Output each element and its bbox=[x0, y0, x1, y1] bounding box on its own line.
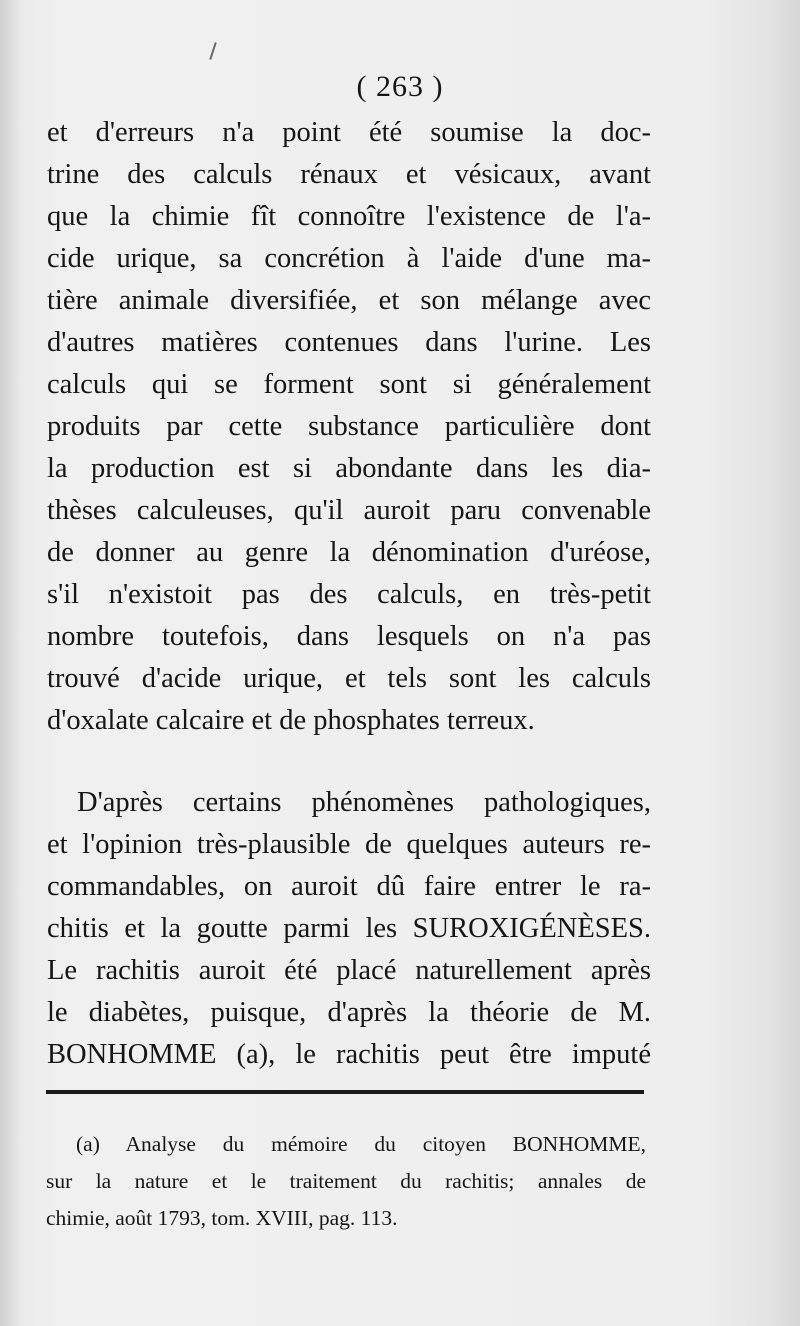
text-line: cide urique, sa concrétion à l'aide d'une ma- bbox=[47, 243, 651, 274]
text-line: d'oxalate calcaire et de phosphates terreux. bbox=[47, 705, 535, 736]
text-line: et d'erreurs n'a point été soumise la doc- bbox=[47, 117, 651, 148]
text-line: trine des calculs rénaux et vésicaux, avant bbox=[47, 159, 651, 190]
main-text bbox=[47, 112, 651, 1076]
footnote-line: sur la nature et le traitement du rachitis; annales de bbox=[46, 1169, 646, 1193]
text-line: D'après certains phénomènes pathologiques, bbox=[77, 787, 651, 818]
footnote-line: chimie, août 1793, tom. XVIII, pag. 113. bbox=[46, 1206, 398, 1230]
text-line: BONHOMME (a), le rachitis peut être imputé bbox=[47, 1039, 651, 1070]
text-line: commandables, on auroit dû faire entrer le ra- bbox=[47, 871, 651, 902]
text-line: s'il n'existoit pas des calculs, en très-petit bbox=[47, 579, 651, 610]
text-line: tière animale diversifiée, et son mélange avec bbox=[47, 285, 651, 316]
footnote-rule bbox=[46, 1090, 644, 1094]
text-line: thèses calculeuses, qu'il auroit paru convenable bbox=[47, 495, 651, 526]
text-line: de donner au genre la dénomination d'uréose, bbox=[47, 537, 651, 568]
text-line: le diabètes, puisque, d'après la théorie de M. bbox=[47, 997, 651, 1028]
page-number: ( 263 ) bbox=[356, 70, 444, 103]
footnote-line: (a) Analyse du mémoire du citoyen BONHOMME, bbox=[76, 1132, 646, 1156]
text-line: produits par cette substance particulière dont bbox=[47, 411, 651, 442]
text-line: Le rachitis auroit été placé naturellement après bbox=[47, 955, 651, 986]
footnote bbox=[46, 1126, 646, 1237]
text-line: nombre toutefois, dans lesquels on n'a pas bbox=[47, 621, 651, 652]
text-line: trouvé d'acide urique, et tels sont les calculs bbox=[47, 663, 651, 694]
text-line: la production est si abondante dans les dia- bbox=[47, 453, 651, 484]
stray-ink-mark bbox=[209, 42, 216, 60]
text-line: que la chimie fît connoître l'existence de l'a- bbox=[47, 201, 651, 232]
text-line: calculs qui se forment sont si généralement bbox=[47, 369, 651, 400]
text-line: d'autres matières contenues dans l'urine. Les bbox=[47, 327, 651, 358]
paragraph-gap bbox=[47, 742, 651, 782]
text-line: et l'opinion très-plausible de quelques auteurs re- bbox=[47, 829, 651, 860]
text-line: chitis et la goutte parmi les SUROXIGÉNÈSES. bbox=[47, 913, 651, 944]
